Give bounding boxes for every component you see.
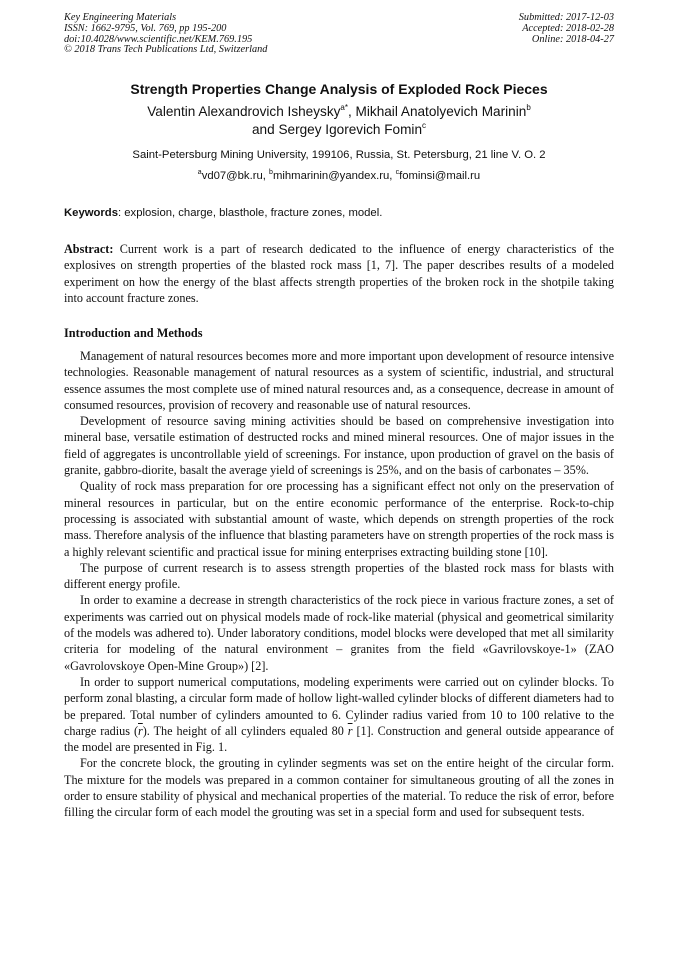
abstract xyxy=(64,241,614,306)
paragraph-6-part-2: ). The height of all cylinders equaled 80 xyxy=(142,723,348,738)
section-heading: Introduction and Methods xyxy=(64,326,203,340)
email-marinin: mihmarinin@yandex.ru, xyxy=(272,170,396,182)
journal-name: Key Engineering Materials xyxy=(64,12,177,23)
charge-radius-symbol: $\overline{r}$ xyxy=(138,723,143,738)
paragraph-3: Quality of rock mass preparation for ore processing has a significant effect not only on the preservation of mineral resources in particular, but on the entire economic performance of the enterprise. Rock-to-chip processing is associated with substantial amount of waste, which depends on strength properties of the rock mass. Therefore analysis of the influence that blasting parameters have on strength properties of the rock mass is a highly relevant scientific and practical issue for mining enterprises extracting building stone [10]. xyxy=(64,479,614,559)
keywords-text: : explosion, charge, blasthole, fracture zones, model. xyxy=(118,207,383,219)
paragraph-6 xyxy=(64,674,614,755)
paper-title: Strength Properties Change Analysis of Exploded Rock Pieces xyxy=(130,81,548,97)
author-isheysky: Valentin Alexandrovich Isheysky xyxy=(147,104,341,119)
email-isheysky: vd07@bk.ru, xyxy=(201,170,270,182)
email-mark-c: c xyxy=(395,169,400,176)
body-text xyxy=(64,348,614,821)
paragraph-6-part-1: In order to support numerical computations, modeling experiments were carried out on cylinder blocks. To perform zonal blasting, a circular form made of hollow light-walled cylinder blocks of different diameters had to be prepared. Total number of cylinders amounted to 6. Cylinder radius varied from 10 to 100 relative to the charge radius ( xyxy=(64,674,614,738)
abstract-text: Current work is a part of research dedicated to the influence of energy characteristics of the explosives on strength properties of the blasted rock mass [1, 7]. The paper describes results of a modeled experiment on how the energy of the blast affects strength properties of the broken rock in the shotpile taking into account fracture zones. xyxy=(64,242,614,305)
email-fomin: fominsi@mail.ru xyxy=(399,170,481,182)
email-mark-a: a xyxy=(197,169,202,176)
paragraph-7: For the concrete block, the grouting in cylinder segments was set on the entire height of the circular form. The mixture for the models was prepared in a common container for simultaneous grouting of all the zones in order to ensure stability of physical and mechanical properties of the material. To reduce the risk of error, before filling the circular form of each model the grouting was set in a special form and used for subsequent tests. xyxy=(64,756,614,820)
issn-line: ISSN: 1662-9795, Vol. 769, pp 195-200 xyxy=(64,22,227,34)
journal-info xyxy=(64,13,267,56)
affiliation: Saint-Petersburg Mining University, 199106, Russia, St. Petersburg, 21 line V. O. 2 xyxy=(132,149,546,161)
author-and: and xyxy=(251,122,279,137)
author-mark-a: a* xyxy=(340,103,348,112)
author-mark-c: c xyxy=(422,121,427,130)
copyright-line: © 2018 Trans Tech Publications Ltd, Switzerland xyxy=(64,44,268,56)
doi-line: doi:10.4028/www.scientific.net/KEM.769.195 xyxy=(64,33,253,45)
author-mark-b: b xyxy=(526,103,531,112)
keywords xyxy=(64,207,614,219)
keywords-label: Keywords xyxy=(64,207,118,219)
author-marinin: Mikhail Anatolyevich Marinin xyxy=(355,104,527,119)
paragraph-1: Management of natural resources becomes more and more important upon development of resource intensive technologies. Reasonable management of natural resources as a system of scientific, industrial, and structural essence assumes the most complete use of mined natural resources and, as a consequence, decrease in amount of consumed resources, provision of recovery and reasonable use of natural resources. xyxy=(64,349,614,412)
abstract-label: Abstract: xyxy=(64,242,114,256)
paragraph-6-part-3: [1]. Construction and general outside appearance of the model are presented in Fig. 1. xyxy=(64,723,614,755)
author-fomin: Sergey Igorevich Fomin xyxy=(278,122,423,137)
paragraph-5: In order to examine a decrease in strength characteristics of the rock piece in various fracture zones, a set of experiments was carried out on physical models made of rock-like material (physical and geometrical similarity of the models was adhered to). Under laboratory conditions, model blocks were developed that met all similarity criteria for modeling of the natural environment – granites from the field «Gavrilovskoye-1» (ZAO «Gavrolovskoye Open-Mine Group») [2]. xyxy=(64,593,614,673)
online-date: Online: 2018-04-27 xyxy=(531,33,614,45)
submitted-date: Submitted: 2017-12-03 xyxy=(518,12,614,23)
accepted-date: Accepted: 2018-02-28 xyxy=(522,22,614,34)
author-separator: , xyxy=(347,104,356,119)
paragraph-4: The purpose of current research is to assess strength properties of the blasted rock mass for blasts with different energy profile. xyxy=(64,560,614,592)
author-list xyxy=(40,103,638,139)
paragraph-2: Development of resource saving mining activities should be based on comprehensive investigation into mineral base, versatile estimation of destructed rocks and mined mineral resources. One of major issues in the field of aggregates is uncontrollable yield of screenings. For instance, upon production of gravel on the basis of granite, gabbro-diorite, basalt the average yield of screenings is 25%, and on the basis of carbonates – 35%. xyxy=(64,414,614,478)
dates-info xyxy=(519,13,614,45)
author-line-2 xyxy=(40,121,638,139)
charge-radius-symbol-2: $\overline{r}$ xyxy=(347,723,353,738)
email-mark-b: b xyxy=(269,169,273,176)
author-line-1 xyxy=(40,103,638,121)
author-emails xyxy=(40,170,638,182)
